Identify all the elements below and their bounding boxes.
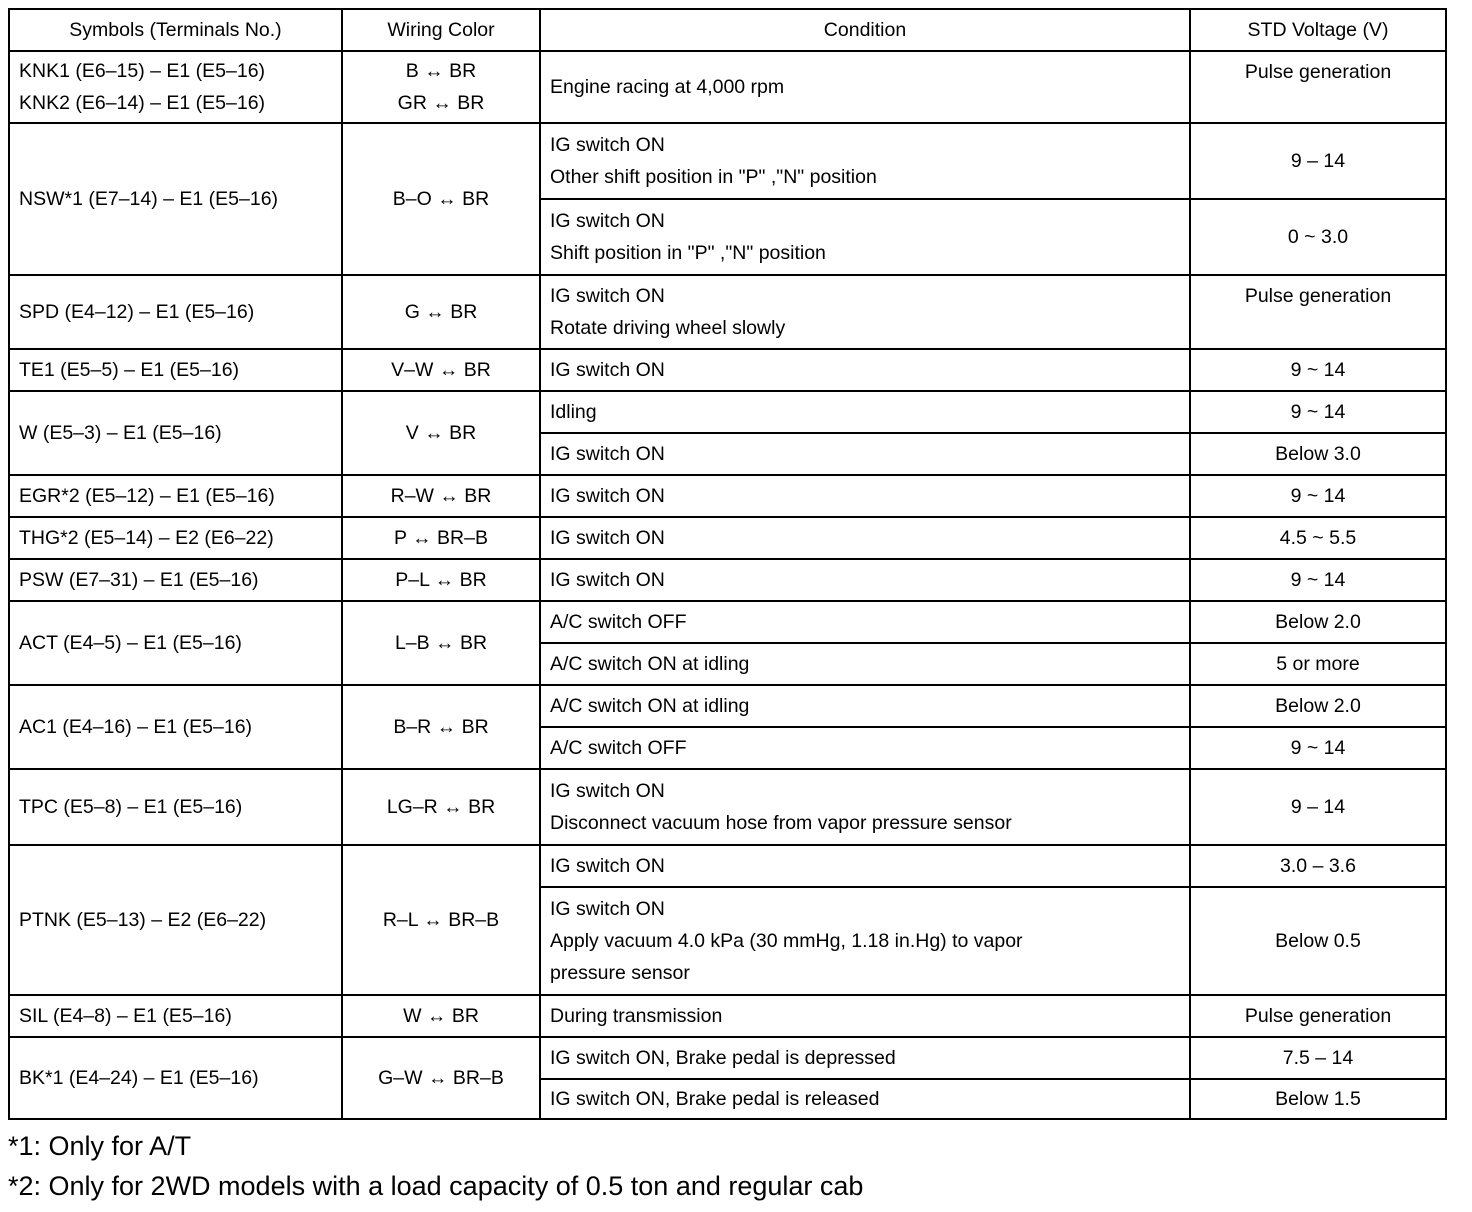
condition-cell	[540, 995, 1190, 1037]
wiring-color-cell	[342, 1037, 540, 1119]
symbol-cell	[9, 349, 342, 391]
std-voltage-cell: 3.0 – 3.6	[1190, 845, 1446, 887]
symbol-text: W (E5–3) – E1 (E5–16)	[19, 422, 222, 444]
condition-cell	[540, 517, 1190, 559]
wiring-color-cell	[342, 601, 540, 685]
header-symbols: Symbols (Terminals No.)	[9, 9, 342, 51]
table-row	[9, 391, 1446, 433]
std-voltage-cell: 9 ~ 14	[1190, 559, 1446, 601]
wiring-color-text: L–B ↔ BR	[394, 632, 488, 654]
table-row	[9, 517, 1446, 559]
condition-cell	[540, 433, 1190, 475]
condition-cell	[540, 391, 1190, 433]
std-voltage-cell: 9 – 14	[1190, 769, 1446, 845]
symbol-text: TPC (E5–8) – E1 (E5–16)	[19, 796, 243, 818]
condition-text: IG switch ON	[550, 134, 665, 156]
symbol-cell	[9, 275, 342, 349]
table-row	[9, 123, 1446, 199]
wiring-color-cell	[342, 845, 540, 995]
terminal-voltage-table	[8, 8, 1447, 1120]
condition-text: IG switch ON, Brake pedal is released	[550, 1088, 880, 1110]
symbol-cell	[9, 769, 342, 845]
table-row	[9, 995, 1446, 1037]
wiring-color-cell	[342, 517, 540, 559]
condition-cell	[540, 1037, 1190, 1079]
std-voltage-cell: 9 – 14	[1190, 123, 1446, 199]
condition-text: IG switch ON	[550, 527, 665, 549]
condition-text: pressure sensor	[550, 962, 690, 984]
wiring-color-cell	[342, 123, 540, 275]
table-body	[9, 51, 1446, 1119]
table-row	[9, 559, 1446, 601]
condition-text: During transmission	[550, 1005, 723, 1027]
condition-text: Apply vacuum 4.0 kPa (30 mmHg, 1.18 in.Hg) to vapor	[550, 930, 1023, 952]
condition-text: A/C switch ON at idling	[550, 653, 750, 675]
wiring-color-text: V–W ↔ BR	[391, 359, 491, 381]
std-voltage-cell: Pulse generation	[1190, 51, 1446, 123]
symbol-cell	[9, 845, 342, 995]
condition-text: IG switch ON	[550, 780, 665, 802]
condition-cell	[540, 475, 1190, 517]
std-voltage-cell: Pulse generation	[1190, 995, 1446, 1037]
std-voltage-cell: 7.5 – 14	[1190, 1037, 1446, 1079]
symbol-text: SPD (E4–12) – E1 (E5–16)	[19, 301, 255, 323]
condition-cell	[540, 1079, 1190, 1119]
condition-text: A/C switch OFF	[550, 737, 687, 759]
wiring-color-text: B–O ↔ BR	[392, 188, 490, 210]
condition-text: IG switch ON	[550, 485, 665, 507]
condition-cell	[540, 845, 1190, 887]
std-voltage-cell: 0 ~ 3.0	[1190, 199, 1446, 275]
footnote-1: *1: Only for A/T	[8, 1131, 192, 1161]
symbol-cell	[9, 1037, 342, 1119]
std-voltage-cell: Below 0.5	[1190, 887, 1446, 995]
wiring-color-cell	[342, 475, 540, 517]
wiring-color-text: R–L ↔ BR–B	[382, 909, 500, 931]
condition-text: IG switch ON, Brake pedal is depressed	[550, 1047, 896, 1069]
table-row	[9, 1037, 1446, 1079]
symbol-text: NSW*1 (E7–14) – E1 (E5–16)	[19, 188, 279, 210]
condition-cell	[540, 559, 1190, 601]
table-row	[9, 51, 1446, 123]
condition-cell	[540, 769, 1190, 845]
std-voltage-cell: 9 ~ 14	[1190, 349, 1446, 391]
wiring-color-cell	[342, 275, 540, 349]
condition-cell	[540, 887, 1190, 995]
condition-cell	[540, 643, 1190, 685]
symbol-cell	[9, 51, 342, 123]
std-voltage-cell: 4.5 ~ 5.5	[1190, 517, 1446, 559]
condition-text: IG switch ON	[550, 359, 665, 381]
condition-text: Idling	[550, 401, 597, 423]
symbol-text: PTNK (E5–13) – E2 (E6–22)	[19, 909, 267, 931]
std-voltage-cell: Below 2.0	[1190, 601, 1446, 643]
std-voltage-cell: Below 3.0	[1190, 433, 1446, 475]
table-row	[9, 275, 1446, 349]
std-voltage-cell: 9 ~ 14	[1190, 475, 1446, 517]
wiring-color-text: B–R ↔ BR	[393, 716, 489, 738]
table-row	[9, 601, 1446, 643]
wiring-color-text: LG–R ↔ BR	[386, 796, 496, 818]
footnotes	[8, 1126, 863, 1206]
condition-cell	[540, 275, 1190, 349]
symbol-cell	[9, 475, 342, 517]
condition-cell	[540, 123, 1190, 199]
condition-text: Rotate driving wheel slowly	[550, 317, 786, 339]
table-row	[9, 845, 1446, 887]
wiring-color-text: GR ↔ BR	[397, 92, 485, 114]
condition-text: Other shift position in "P" ,"N" position	[550, 166, 877, 188]
footnote-2: *2: Only for 2WD models with a load capacity of 0.5 ton and regular cab	[8, 1171, 864, 1201]
symbol-text: EGR*2 (E5–12) – E1 (E5–16)	[19, 485, 275, 507]
table-row	[9, 349, 1446, 391]
wiring-color-cell	[342, 391, 540, 475]
wiring-color-cell	[342, 559, 540, 601]
symbol-text: THG*2 (E5–14) – E2 (E6–22)	[19, 527, 274, 549]
std-voltage-cell: Below 1.5	[1190, 1079, 1446, 1119]
wiring-color-cell	[342, 685, 540, 769]
condition-cell	[540, 349, 1190, 391]
condition-cell	[540, 51, 1190, 123]
condition-cell	[540, 601, 1190, 643]
wiring-color-text: W ↔ BR	[403, 1005, 479, 1027]
wiring-color-cell	[342, 349, 540, 391]
table-header-row	[9, 9, 1446, 51]
condition-text: IG switch ON	[550, 443, 665, 465]
header-wiring-color: Wiring Color	[342, 9, 540, 51]
header-std-voltage: STD Voltage (V)	[1190, 9, 1446, 51]
symbol-text: BK*1 (E4–24) – E1 (E5–16)	[19, 1067, 259, 1089]
condition-text: A/C switch OFF	[550, 611, 687, 633]
symbol-cell	[9, 601, 342, 685]
symbol-cell	[9, 391, 342, 475]
symbol-cell	[9, 123, 342, 275]
wiring-color-text: V ↔ BR	[405, 422, 477, 444]
symbol-text: ACT (E4–5) – E1 (E5–16)	[19, 632, 242, 654]
condition-text: Shift position in "P" ,"N" position	[550, 242, 826, 264]
symbol-text: PSW (E7–31) – E1 (E5–16)	[19, 569, 259, 591]
condition-text: IG switch ON	[550, 285, 665, 307]
wiring-color-text: R–W ↔ BR	[390, 485, 492, 507]
condition-text: IG switch ON	[550, 855, 665, 877]
symbol-text: TE1 (E5–5) – E1 (E5–16)	[19, 359, 240, 381]
symbol-cell	[9, 559, 342, 601]
symbol-text: KNK2 (E6–14) – E1 (E5–16)	[19, 92, 266, 114]
table-row	[9, 685, 1446, 727]
std-voltage-cell: Pulse generation	[1190, 275, 1446, 349]
std-voltage-cell: Below 2.0	[1190, 685, 1446, 727]
symbol-cell	[9, 685, 342, 769]
condition-text: IG switch ON	[550, 898, 665, 920]
wiring-color-cell	[342, 51, 540, 123]
wiring-color-text: B ↔ BR	[405, 60, 477, 82]
symbol-text: AC1 (E4–16) – E1 (E5–16)	[19, 716, 253, 738]
condition-text: A/C switch ON at idling	[550, 695, 750, 717]
condition-text: IG switch ON	[550, 210, 665, 232]
std-voltage-cell: 9 ~ 14	[1190, 727, 1446, 769]
wiring-color-text: P–L ↔ BR	[395, 569, 487, 591]
wiring-color-text: G–W ↔ BR–B	[378, 1067, 504, 1089]
symbol-cell	[9, 995, 342, 1037]
condition-text: Engine racing at 4,000 rpm	[550, 76, 785, 98]
std-voltage-cell: 5 or more	[1190, 643, 1446, 685]
condition-cell	[540, 685, 1190, 727]
table-row	[9, 475, 1446, 517]
symbol-cell	[9, 517, 342, 559]
std-voltage-cell: 9 ~ 14	[1190, 391, 1446, 433]
wiring-color-text: G ↔ BR	[404, 301, 478, 323]
header-condition: Condition	[540, 9, 1190, 51]
symbol-text: SIL (E4–8) – E1 (E5–16)	[19, 1005, 232, 1027]
condition-cell	[540, 199, 1190, 275]
wiring-color-cell	[342, 995, 540, 1037]
wiring-color-text: P ↔ BR–B	[394, 527, 488, 549]
table-row	[9, 769, 1446, 845]
condition-text: IG switch ON	[550, 569, 665, 591]
condition-text: Disconnect vacuum hose from vapor pressure sensor	[550, 812, 1012, 834]
wiring-color-cell	[342, 769, 540, 845]
condition-cell	[540, 727, 1190, 769]
symbol-text: KNK1 (E6–15) – E1 (E5–16)	[19, 60, 266, 82]
